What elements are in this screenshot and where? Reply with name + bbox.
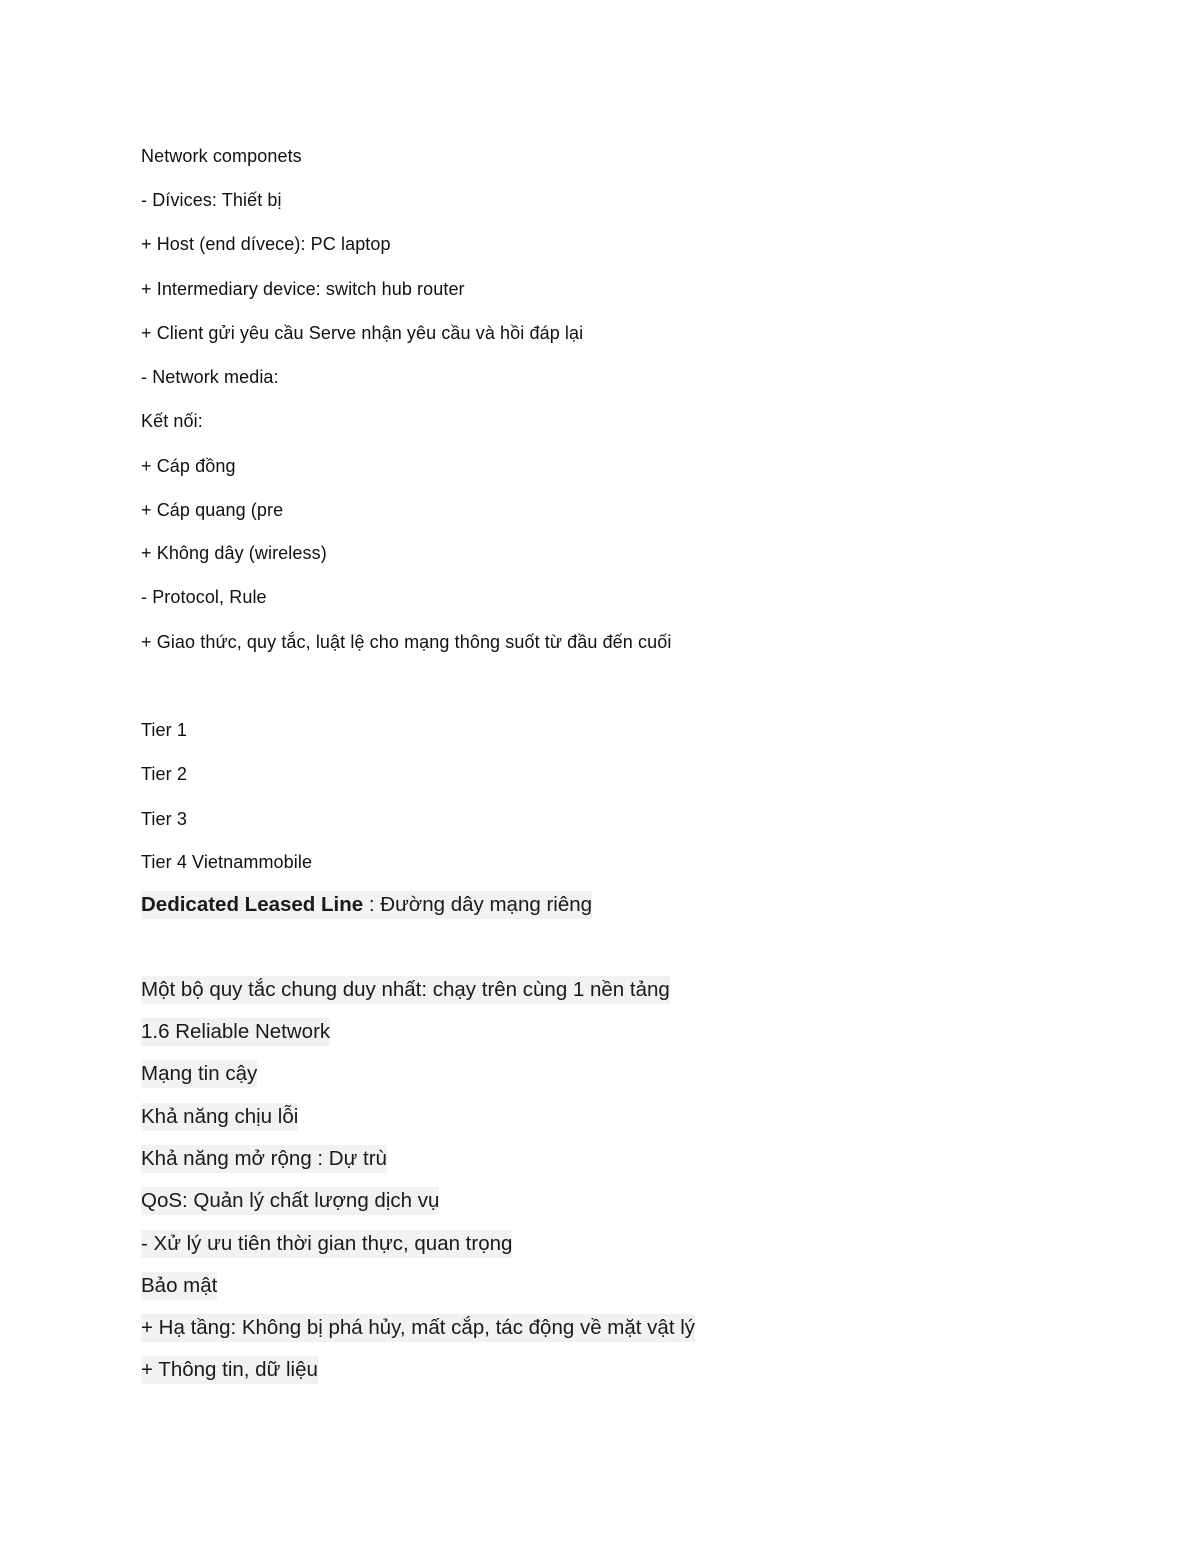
scalability: Khả năng mở rộng : Dự trù [141,1145,387,1173]
real-time-priority: - Xử lý ưu tiên thời gian thực, quan trọng [141,1230,512,1258]
common-rule-set: Một bộ quy tắc chung duy nhất: chạy trên cùng 1 nền tảng [141,976,670,1004]
dedicated-leased-line-definition: : Đường dây mạng riêng [363,893,593,916]
security-infrastructure: + Hạ tầng: Không bị phá hủy, mất cắp, tác động về mặt vật lý [141,1314,695,1342]
list-item-giao-thuc: + Giao thức, quy tắc, luật lệ cho mạng thông suốt từ đầu đến cuối [141,632,672,652]
list-item-tier-4: Tier 4 Vietnammobile [141,852,313,872]
heading-network-components: Network componets [141,146,302,166]
list-item-network-media: - Network media: [141,367,279,387]
list-item-tier-1: Tier 1 [141,720,187,740]
security-heading: Bảo mật [141,1272,217,1300]
mang-tin-cay: Mạng tin cậy [141,1060,257,1088]
qos: QoS: Quản lý chất lượng dịch vụ [141,1187,439,1215]
list-item-devices: - Dívices: Thiết bị [141,190,282,210]
list-item-tier-3: Tier 3 [141,809,187,829]
security-data: + Thông tin, dữ liệu [141,1356,318,1384]
list-item-host: + Host (end dívece): PC laptop [141,234,391,254]
list-item-intermediary: + Intermediary device: switch hub router [141,279,465,299]
dedicated-leased-line [141,891,592,919]
list-item-tier-2: Tier 2 [141,764,187,784]
list-item-cap-dong: + Cáp đồng [141,456,236,476]
list-item-ket-noi: Kết nối: [141,411,203,431]
list-item-client-server: + Client gửi yêu cầu Serve nhận yêu cầu và hồi đáp lại [141,323,584,343]
list-item-protocol: - Protocol, Rule [141,587,267,607]
reliable-network-heading: 1.6 Reliable Network [141,1018,330,1046]
fault-tolerance: Khả năng chịu lỗi [141,1103,298,1131]
list-item-khong-day: + Không dây (wireless) [141,543,327,563]
dedicated-leased-line-term: Dedicated Leased Line [141,893,364,916]
list-item-cap-quang: + Cáp quang (pre [141,500,284,520]
